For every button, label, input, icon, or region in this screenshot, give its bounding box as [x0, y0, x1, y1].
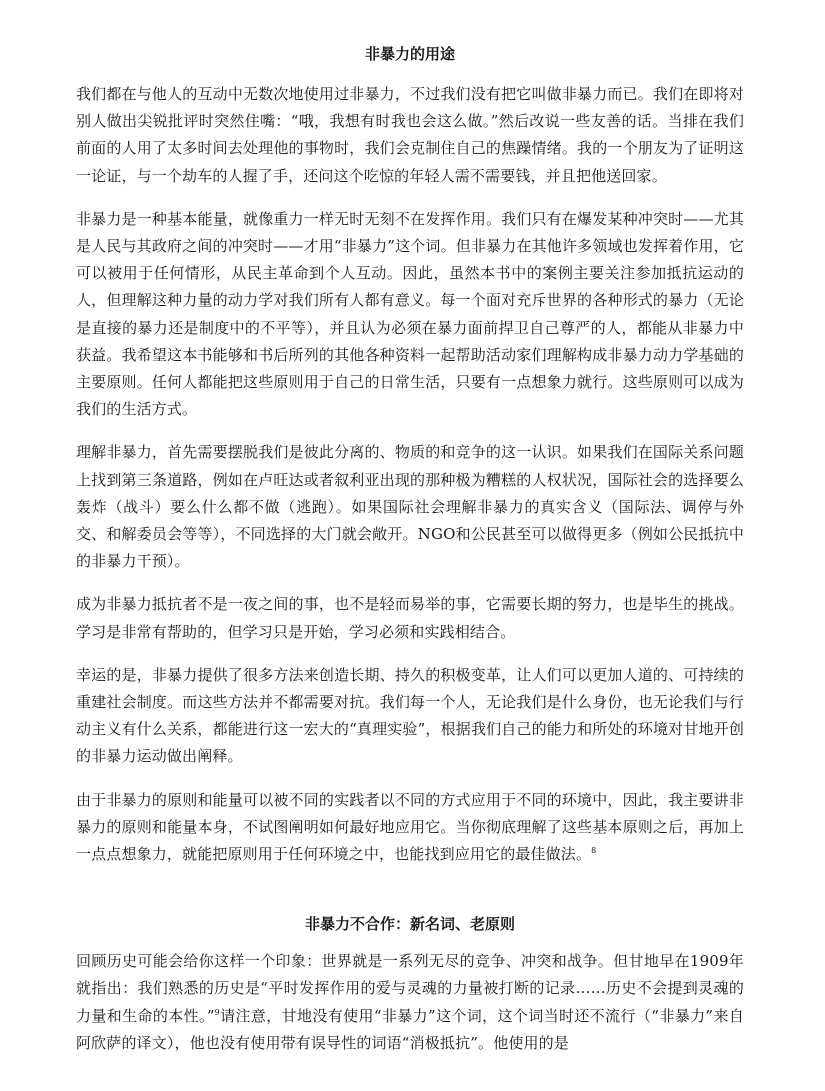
paragraph: 理解非暴力，首先需要摆脱我们是彼此分离的、物质的和竞争的这一认识。如果我们在国际关系问题上找到第三条道路，例如在卢旺达或者叙利亚出现的那种极为糟糕的人权状况，国际社会的选择要么轰炸（战斗）要么什么都不做（逃跑）。如果国际社会理解非暴力的真实含义（国际法、调停与外交、和解委员会等等），不同选择的大门就会敞开。NGO和公民甚至可以做得更多（例如公民抵抗中的非暴力干预）。	[76, 443, 744, 571]
section-title: 非暴力的用途	[364, 45, 455, 63]
footnote-marker: 9	[214, 1007, 220, 1017]
paragraph-text: 请注意，甘地没有使用“非暴力”这个词，这个词当时还不流行（“非暴力”来自阿欣萨的译文），他也没有使用带有误导性的词语“消极抵抗”。他使用的是	[76, 1006, 744, 1052]
paragraph	[76, 948, 744, 1057]
paragraph-text: 由于非暴力的原则和能量可以被不同的实践者以不同的方式应用于不同的环境中，因此，我主要讲非暴力的原则和能量本身，不试图阐明如何最好地应用它。当你彻底理解了这些基本原则之后，再加上一点点想象力，就能把原则用于任何环境之中，也能找到应用它的最佳做法。	[76, 790, 744, 864]
paragraph-text: 回顾历史可能会给你这样一个印象：世界就是一系列无尽的竞争、冲突和战争。但甘地早在1909年就指出：我们熟悉的历史是“平时发挥作用的爱与灵魂的力量被打断的记录……历史不会提到灵魂的力量和生命的本性。”	[76, 952, 744, 1025]
paragraph: 幸运的是，非暴力提供了很多方法来创造长期、持久的积极变革，让人们可以更加人道的、可持续的重建社会制度。而这些方法并不都需要对抗。我们每一个人，无论我们是什么身份，也无论我们与行动主义有什么关系，都能进行这一宏大的“真理实验”，根据我们自己的能力和所处的环境对甘地开创的非暴力运动做出阐释。	[76, 665, 744, 766]
paragraph: 成为非暴力抵抗者不是一夜之间的事，也不是轻而易举的事，它需要长期的努力，也是毕生的挑战。学习是非常有帮助的，但学习只是开始，学习必须和实践相结合。	[76, 595, 744, 641]
paragraph	[76, 787, 744, 869]
paragraph: 我们都在与他人的互动中无数次地使用过非暴力，不过我们没有把它叫做非暴力而已。我们在即将对别人做出尖锐批评时突然住嘴：“哦，我想有时我也会这么做。”然后改说一些友善的话。当排在我们前面的人用了太多时间去处理他的事物时，我们会克制住自己的焦躁情绪。我的一个朋友为了证明这一论证，与一个劫车的人握了手，还问这个吃惊的年轻人需不需要钱，并且把他送回家。	[76, 85, 744, 185]
footnote-marker: 8	[591, 846, 597, 856]
document-page	[76, 44, 744, 1073]
paragraph: 非暴力是一种基本能量，就像重力一样无时无刻不在发挥作用。我们只有在爆发某种冲突时——尤其是人民与其政府之间的冲突时——才用“非暴力”这个词。但非暴力在其他许多领域也发挥着作用，它可以被用于任何情形，从民主革命到个人互动。因此，虽然本书中的案例主要关注参加抵抗运动的人，但理解这种力量的动力学对我们所有人都有意义。每一个面对充斥世界的各种形式的暴力（无论是直接的暴力还是制度中的不平等），并且认为必须在暴力面前捍卫自己尊严的人，都能从非暴力中获益。我希望这本书能够和书后所列的其他各种资料一起帮助活动家们理解构成非暴力动力学基础的主要原则。任何人都能把这些原则用于自己的日常生活，只要有一点想象力就行。这些原则可以成为我们的生活方式。	[76, 209, 744, 419]
section-title: 非暴力不合作：新名词、老原则	[304, 915, 515, 934]
